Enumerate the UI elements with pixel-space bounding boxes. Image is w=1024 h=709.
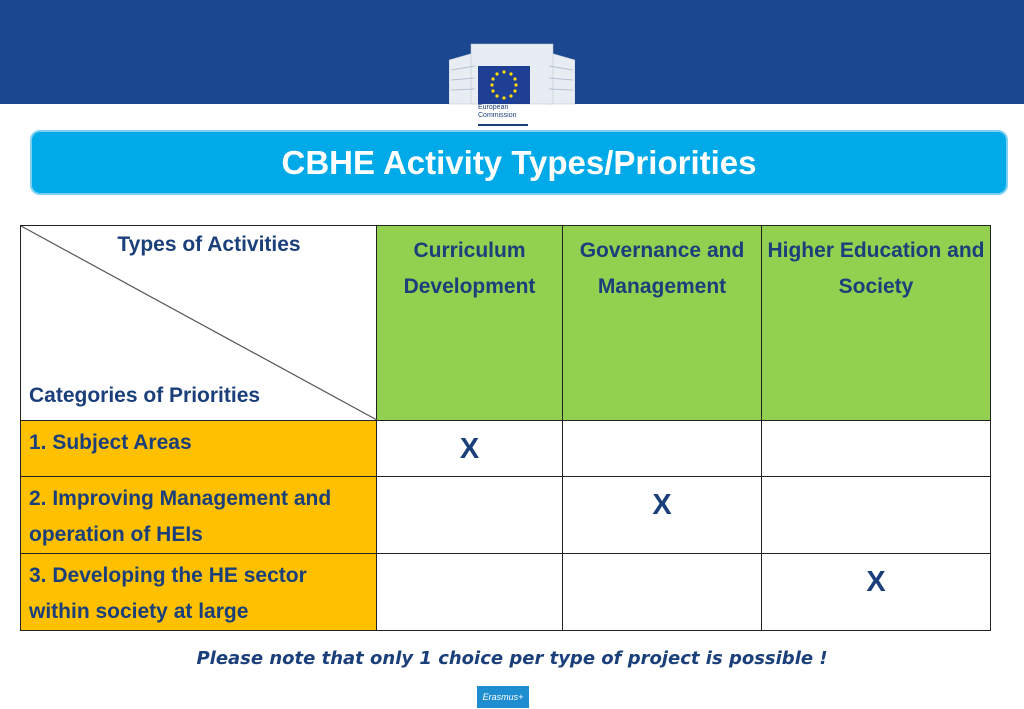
matrix-cell <box>762 421 991 477</box>
row-header-he-sector <box>21 554 377 631</box>
column-header-society <box>762 226 991 421</box>
column-header-curriculum <box>377 226 563 421</box>
row-header-label: 3. Developing the HE sector within society at large <box>29 564 307 623</box>
cell-mark: X <box>866 566 886 598</box>
matrix-cell <box>563 421 762 477</box>
matrix-cell <box>377 554 563 631</box>
row-header-management <box>21 477 377 554</box>
logo-caption: European Commission <box>478 104 517 119</box>
row-header-label: 2. Improving Management and operation of HEIs <box>29 487 332 546</box>
column-header-label: Governance and Management <box>579 239 745 298</box>
cell-mark <box>762 421 990 433</box>
cell-mark <box>563 421 761 433</box>
column-header-governance <box>563 226 762 421</box>
page-title-banner <box>30 130 1008 195</box>
matrix-cell <box>762 477 991 554</box>
page-title: CBHE Activity Types/Priorities <box>281 143 757 181</box>
cell-mark <box>563 554 761 566</box>
column-header-label: Curriculum Development <box>403 239 536 298</box>
cell-mark <box>377 477 562 489</box>
corner-label-activities: Types of Activities <box>117 233 301 256</box>
row-header-label: 1. Subject Areas <box>29 431 192 454</box>
matrix-cell <box>762 554 991 631</box>
corner-label-priorities: Categories of Priorities <box>29 384 261 407</box>
erasmus-badge: Erasmus+ <box>477 686 529 708</box>
matrix-cell <box>563 477 762 554</box>
cell-mark: X <box>652 489 672 521</box>
logo-underline <box>478 124 528 126</box>
row-header-subject-areas <box>21 421 377 477</box>
matrix-cell <box>377 421 563 477</box>
activity-priority-matrix <box>20 225 991 631</box>
cell-mark <box>377 554 562 566</box>
matrix-cell <box>563 554 762 631</box>
matrix-corner-cell <box>21 226 377 421</box>
footnote: Please note that only 1 choice per type of project is possible ! <box>196 648 828 669</box>
matrix-cell <box>377 477 563 554</box>
cell-mark: X <box>459 433 480 465</box>
cell-mark <box>762 477 990 489</box>
column-header-label: Higher Education and Society <box>767 239 985 298</box>
